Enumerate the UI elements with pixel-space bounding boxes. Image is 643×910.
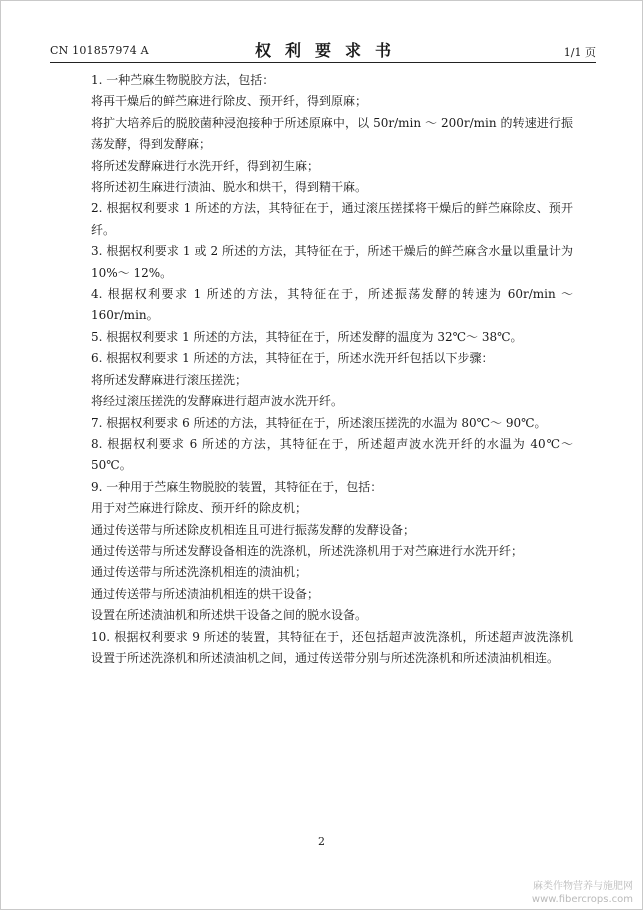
page-header <box>50 38 596 60</box>
claim-paragraph: 将所述发酵麻进行水洗开纤，得到初生麻； <box>91 158 320 173</box>
claim-paragraph: 9. 一种用于苎麻生物脱胶的装置，其特征在于，包括： <box>91 479 383 494</box>
footer-page-number: 2 <box>318 835 325 848</box>
claim-paragraph: 4. 根据权利要求 1 所述的方法，其特征在于，所述振荡发酵的转速为 60r/min ～ 160r/min。 <box>91 287 573 323</box>
document-title: 权利要求书 <box>254 41 405 60</box>
claim-paragraph: 通过传送带与所述发酵设备相连的洗涤机，所述洗涤机用于对苎麻进行水洗开纤； <box>91 543 524 558</box>
claim-paragraph: 通过传送带与所述洗涤机相连的渍油机； <box>91 565 308 580</box>
patent-number: CN 101857974 A <box>50 44 149 57</box>
site-watermark <box>532 880 633 906</box>
watermark-site-name: 麻类作物营养与施肥网 <box>533 881 633 892</box>
claim-paragraph: 将所述初生麻进行渍油、脱水和烘干，得到精干麻。 <box>91 180 368 195</box>
claim-paragraph: 将经过滚压搓洗的发酵麻进行超声波水洗开纤。 <box>91 394 344 409</box>
watermark-url: www.fibercrops.com <box>531 894 633 905</box>
claim-paragraph: 10. 根据权利要求 9 所述的装置，其特征在于，还包括超声波洗涤机，所述超声波洗涤机设置于所述洗涤机和所述渍油机之间，通过传送带分别与所述洗涤机和所述渍油机相连。 <box>91 629 573 665</box>
page-indicator: 1/1 页 <box>563 46 596 59</box>
claim-paragraph: 将所述发酵麻进行滚压搓洗； <box>91 372 248 387</box>
claim-paragraph: 将扩大培养后的脱胶菌种浸泡接种于所述原麻中，以 50r/min ～ 200r/min 的转速进行振荡发酵，得到发酵麻； <box>91 115 573 152</box>
claim-paragraph: 通过传送带与所述除皮机相连且可进行振荡发酵的发酵设备； <box>91 522 416 537</box>
claim-paragraph: 通过传送带与所述渍油机相连的烘干设备； <box>91 586 320 601</box>
claim-paragraph: 7. 根据权利要求 6 所述的方法，其特征在于，所述滚压搓洗的水温为 80℃～ 90℃。 <box>91 415 547 430</box>
claim-paragraph: 用于对苎麻进行除皮、预开纤的除皮机； <box>91 501 308 516</box>
claim-paragraph: 5. 根据权利要求 1 所述的方法，其特征在于，所述发酵的温度为 32℃～ 38℃。 <box>91 329 523 344</box>
claim-paragraph: 将再干燥后的鲜苎麻进行除皮、预开纤，得到原麻； <box>91 94 368 109</box>
claim-paragraph: 8. 根据权利要求 6 所述的方法，其特征在于，所述超声波水洗开纤的水温为 40℃～ 50℃。 <box>91 436 573 473</box>
claim-paragraph: 1. 一种苎麻生物脱胶方法，包括： <box>91 73 275 87</box>
claims-body <box>91 70 573 669</box>
header-divider <box>50 62 596 63</box>
claim-paragraph: 3. 根据权利要求 1 或 2 所述的方法，其特征在于，所述干燥后的鲜苎麻含水量以重量计为 10%～ 12%。 <box>91 244 573 280</box>
claim-paragraph: 设置在所述渍油机和所述烘干设备之间的脱水设备。 <box>91 608 368 623</box>
claim-paragraph: 6. 根据权利要求 1 所述的方法，其特征在于，所述水洗开纤包括以下步骤： <box>91 351 494 366</box>
claim-paragraph: 2. 根据权利要求 1 所述的方法，其特征在于，通过滚压搓揉将干燥后的鲜苎麻除皮、预开纤。 <box>91 201 573 237</box>
